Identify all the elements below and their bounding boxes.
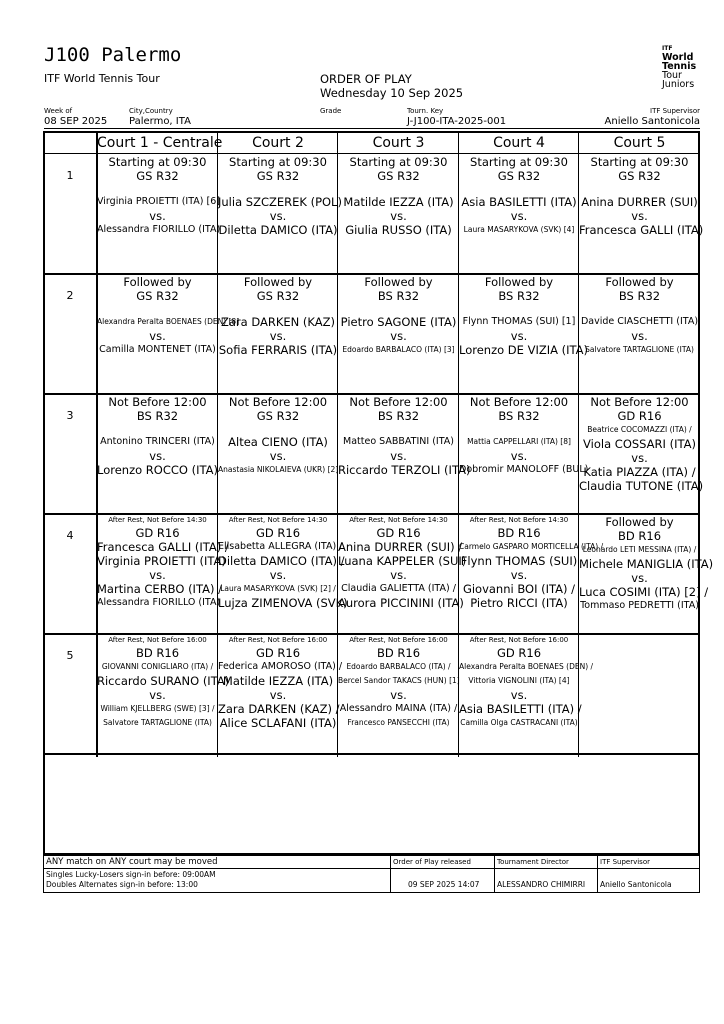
versus-label: vs. [269, 209, 287, 223]
match-line: GS R32 [256, 409, 300, 423]
match-line: Followed by [123, 275, 192, 289]
match-line: BS R32 [618, 289, 661, 303]
match-line: BD R16 [497, 526, 541, 540]
match-line: Antonino TRINCERI (ITA) [100, 436, 215, 447]
match-line: Diletta DAMICO (ITA) / [218, 554, 345, 568]
court-header: Court 2 [252, 135, 304, 151]
match-line: Michele MANIGLIA (ITA) [579, 557, 714, 571]
oop-date: Wednesday 10 Sep 2025 [320, 86, 464, 100]
match-cell [97, 275, 240, 393]
match-line: GS R32 [256, 289, 300, 303]
footer-vline-3 [597, 856, 598, 892]
match-line: GD R16 [376, 526, 421, 540]
logo-itf: ITF [662, 45, 673, 52]
match-line: Starting at 09:30 [470, 155, 568, 169]
match-line: Virginia PROIETTI (ITA) [97, 554, 226, 568]
versus-label: vs. [631, 451, 648, 465]
spacer [97, 183, 218, 195]
match-line: Giulia RUSSO (ITA) [345, 223, 452, 237]
match-line: Camilla Olga CASTRACANI (ITA) [460, 718, 578, 727]
match-line: After Rest, Not Before 16:00 [108, 636, 207, 644]
row-number: 3 [66, 409, 74, 422]
match-line: Elisabetta ALLEGRA (ITA) / [218, 541, 343, 552]
match-line: Matilde IEZZA (ITA) [222, 674, 334, 688]
match-line: GS R32 [136, 289, 179, 303]
match-line: GD R16 [255, 526, 301, 540]
match-cell [338, 275, 459, 393]
match-line: BS R32 [377, 409, 420, 423]
match-line: Not Before 12:00 [349, 395, 448, 409]
header-rule [44, 128, 700, 129]
row-number: 2 [66, 289, 74, 302]
match-line: GS R32 [136, 169, 179, 183]
match-line: Followed by [605, 275, 674, 289]
match-line: Bercel Sandor TAKACS (HUN) [1] [338, 676, 460, 685]
match-line: Starting at 09:30 [108, 155, 207, 169]
match-line: Not Before 12:00 [108, 395, 207, 409]
match-line: Edoardo BARBALACO (ITA) [3] [342, 345, 455, 354]
versus-label: vs. [631, 209, 648, 223]
doubles-note: Doubles Alternates sign-in before: 13:00 [46, 880, 198, 889]
match-cell [97, 155, 221, 273]
match-line: Luca COSIMI (ITA) [2] / [579, 585, 709, 599]
match-line: BS R32 [498, 289, 540, 303]
match-line: Aurora PICCININI (ITA) [338, 596, 464, 610]
match-line: Giovanni BOI (ITA) / [462, 582, 576, 596]
match-line: Federica AMOROSO (ITA) / [218, 661, 343, 672]
spacer [459, 183, 579, 195]
match-line: Riccardo SURANO (ITA) [97, 674, 230, 688]
row-divider [45, 753, 700, 755]
match-line: Anina DURRER (SUI) [581, 195, 698, 209]
match-line: Diletta DAMICO (ITA) [218, 223, 338, 237]
match-line: After Rest, Not Before 14:30 [469, 516, 569, 524]
spacer [218, 183, 338, 195]
row-number: 4 [66, 529, 74, 542]
city-value: Palermo, ITA [129, 116, 191, 127]
match-cell [579, 395, 704, 513]
spacer [338, 183, 459, 195]
match-cell [579, 635, 700, 753]
versus-label: vs. [510, 209, 528, 223]
spacer [97, 423, 218, 435]
match-line: BS R32 [136, 409, 179, 423]
match-cell [338, 155, 459, 273]
match-line: Salvatore TARTAGLIONE (ITA) [103, 718, 212, 727]
match-cell [97, 395, 218, 513]
versus-label: vs. [390, 449, 407, 463]
match-line: Laura MASARYKOVA (SVK) [2] / [220, 584, 336, 593]
match-line: Claudia GALIETTA (ITA) / [341, 583, 456, 594]
match-line: Francesca GALLI (ITA) / [97, 540, 229, 554]
match-line: BS R32 [377, 289, 420, 303]
match-cell [97, 515, 229, 633]
match-line: BD R16 [376, 646, 421, 660]
match-line: Altea CIENO (ITA) [228, 435, 328, 449]
match-line: Pietro SAGONE (ITA) [340, 315, 457, 329]
match-line: Viola COSSARI (ITA) [583, 437, 696, 451]
versus-label: vs. [510, 568, 528, 582]
versus-label: vs. [269, 568, 287, 582]
versus-label: vs. [149, 568, 166, 582]
tourn-key-label: Tourn. Key [407, 107, 444, 115]
tour-name: ITF World Tennis Tour [44, 72, 160, 85]
week-label: Week of [44, 107, 73, 115]
match-cell [459, 515, 604, 633]
versus-label: vs. [269, 688, 287, 702]
match-line: Leonardo LETI MESSINA (ITA) / [582, 545, 697, 554]
versus-label: vs. [149, 449, 166, 463]
match-line: GS R32 [256, 169, 300, 183]
footer-divider [44, 868, 699, 869]
match-line: Matteo SABBATINI (ITA) [343, 436, 454, 447]
match-line: Flynn THOMAS (SUI) [1] [462, 316, 576, 327]
spacer [218, 303, 338, 315]
versus-label: vs. [149, 688, 166, 702]
spacer [338, 303, 459, 315]
match-line: After Rest, Not Before 14:30 [349, 516, 448, 524]
match-cell [459, 635, 594, 753]
spacer [338, 423, 459, 435]
match-line: Lujza ZIMENOVA (SVK) [218, 596, 348, 610]
match-line: Salvatore TARTAGLIONE (ITA) [585, 345, 694, 354]
match-line: Starting at 09:30 [229, 155, 327, 169]
match-line: Anastasia NIKOLAIEVA (UKR) [2] [218, 465, 339, 474]
court-header: Court 4 [493, 135, 545, 151]
match-line: BD R16 [135, 646, 180, 660]
director-label: Tournament Director [497, 858, 569, 866]
versus-label: vs. [390, 329, 407, 343]
match-line: Followed by [605, 515, 674, 529]
match-line: Asia BASILETTI (ITA) / [459, 702, 582, 716]
match-line: After Rest, Not Before 16:00 [349, 636, 448, 644]
match-line: Followed by [364, 275, 433, 289]
match-line: Anina DURRER (SUI) / [338, 540, 463, 554]
match-line: Riccardo TERZOLI (ITA) [338, 463, 471, 477]
footer-vline-1 [390, 856, 391, 892]
logo-tennis: Tennis [662, 61, 697, 72]
released-value: 09 SEP 2025 14:07 [408, 880, 480, 889]
match-line: Carmelo GASPARO MORTICELLA (ITA) / [459, 542, 604, 551]
match-line: After Rest, Not Before 16:00 [228, 636, 328, 644]
match-line: GD R16 [135, 526, 180, 540]
match-line: GS R32 [497, 169, 541, 183]
match-line: Followed by [243, 275, 313, 289]
match-line: Alessandra FIORILLO (ITA) [97, 597, 221, 608]
supervisor-value: Aniello Santonicola [604, 116, 700, 127]
match-line: Zara DARKEN (KAZ) / [218, 702, 340, 716]
oop-title: ORDER OF PLAY [320, 72, 412, 86]
match-line: After Rest, Not Before 14:30 [108, 516, 207, 524]
match-line: GD R16 [255, 646, 301, 660]
match-cell [218, 515, 348, 633]
match-line: Julia SZCZEREK (POL) [218, 195, 342, 209]
match-line: Camilla MONTENET (ITA) [99, 344, 216, 355]
match-line: Katia PIAZZA (ITA) / [583, 465, 696, 479]
match-cell [338, 515, 467, 633]
match-cell [459, 275, 588, 393]
court-header: Court 3 [372, 135, 425, 151]
match-cell [338, 395, 471, 513]
order-of-play-heading [320, 72, 463, 100]
match-cell [459, 155, 579, 273]
match-line: Alexandra Peralta BOENAES (DEN) [8] [97, 317, 240, 326]
versus-label: vs. [149, 329, 166, 343]
match-line: Virginia PROIETTI (ITA) [6] [97, 196, 220, 207]
match-cell [218, 275, 338, 393]
week-value: 08 SEP 2025 [44, 116, 108, 127]
itf-logo [662, 44, 696, 89]
match-line: Pietro RICCI (ITA) [470, 596, 568, 610]
versus-label: vs. [510, 449, 528, 463]
versus-label: vs. [510, 329, 528, 343]
row-number: 1 [66, 169, 74, 182]
spacer [579, 183, 700, 195]
singles-note: Singles Lucky-Losers sign-in before: 09:00AM [46, 870, 216, 879]
match-cell [579, 275, 700, 393]
match-line: Francesco PANSECCHI (ITA) [347, 718, 450, 727]
match-line: Luana KAPPELER (SUI) [338, 554, 467, 568]
court-header: Court 5 [613, 135, 666, 151]
match-cell [579, 155, 704, 273]
match-line: Starting at 09:30 [590, 155, 689, 169]
spacer [218, 423, 338, 435]
match-line: Alessandra FIORILLO (ITA) [97, 224, 221, 235]
footer-box [43, 855, 700, 893]
moved-note: ANY match on ANY court may be moved [46, 857, 218, 867]
versus-label: vs. [269, 329, 287, 343]
released-label: Order of Play released [393, 858, 471, 866]
grade-label: Grade [320, 107, 342, 115]
director-value: ALESSANDRO CHIMIRRI [497, 880, 586, 889]
match-line: Followed by [484, 275, 554, 289]
match-line: Lorenzo ROCCO (ITA) [97, 463, 218, 477]
spacer [459, 423, 579, 435]
match-line: GD R16 [617, 409, 662, 423]
match-line: GIOVANNI CONIGLIARO (ITA) / [101, 662, 214, 671]
match-line: Mattia CAPPELLARI (ITA) [8] [467, 437, 571, 446]
match-line: Starting at 09:30 [349, 155, 448, 169]
match-cell [97, 635, 230, 753]
versus-label: vs. [631, 329, 648, 343]
match-line: Laura MASARYKOVA (SVK) [4] [463, 225, 575, 234]
match-cell [459, 395, 589, 513]
match-line: After Rest, Not Before 16:00 [469, 636, 569, 644]
versus-label: vs. [510, 688, 528, 702]
match-line: Alice SCLAFANI (ITA) [219, 716, 337, 730]
match-line: Edoardo BARBALACO (ITA) / [346, 662, 451, 671]
versus-label: vs. [631, 571, 648, 585]
match-line: Lorenzo DE VIZIA (ITA) [459, 343, 588, 357]
match-line: Not Before 12:00 [228, 395, 328, 409]
match-line: BD R16 [617, 529, 662, 543]
match-line: Zara DARKEN (KAZ) [221, 315, 335, 329]
match-line: Vittoria VIGNOLINI (ITA) [4] [468, 676, 570, 685]
tournament-title: J100 Palermo [44, 44, 182, 66]
match-line: BS R32 [498, 409, 540, 423]
tourn-key-value: J-J100-ITA-2025-001 [407, 116, 507, 127]
match-line: Not Before 12:00 [590, 395, 689, 409]
match-line: GS R32 [618, 169, 661, 183]
versus-label: vs. [390, 688, 407, 702]
row-number: 5 [66, 649, 74, 662]
match-line: Claudia TUTONE (ITA) [579, 479, 704, 493]
match-cell [218, 635, 343, 753]
match-cell [218, 395, 338, 513]
match-line: GS R32 [377, 169, 420, 183]
court-header: Court 1 - Centrale [97, 135, 223, 151]
match-line: Flynn THOMAS (SUI) [460, 554, 578, 568]
footer-vline-2 [494, 856, 495, 892]
match-line: William KJELLBERG (SWE) [3] / [100, 704, 215, 713]
match-line: Beatrice COCOMAZZI (ITA) / [587, 425, 692, 434]
match-line: Alessandro MAINA (ITA) / [339, 703, 458, 714]
match-line: Davide CIASCHETTI (ITA) [580, 316, 699, 327]
versus-label: vs. [269, 449, 287, 463]
versus-label: vs. [149, 209, 166, 223]
order-of-play-grid [43, 131, 714, 855]
spacer [459, 303, 579, 315]
spacer [97, 303, 218, 315]
footer-supervisor-value: Aniello Santonicola [600, 880, 672, 889]
logo-juniors: Juniors [662, 79, 695, 90]
supervisor-label: ITF Supervisor [650, 107, 700, 115]
logo-tour: Tour [662, 70, 682, 81]
spacer [579, 303, 700, 315]
header-row-divider [45, 153, 700, 154]
match-line: After Rest, Not Before 14:30 [228, 516, 328, 524]
versus-label: vs. [390, 568, 407, 582]
city-label: City,Country [129, 107, 173, 115]
logo-world: World [662, 52, 694, 63]
match-line: Francesca GALLI (ITA) [579, 223, 704, 237]
match-cell [579, 515, 714, 633]
match-line: GD R16 [496, 646, 542, 660]
match-line: Martina CERBO (ITA) / [97, 582, 222, 596]
match-line: Sofia FERRARIS (ITA) [218, 343, 338, 357]
match-cell [218, 155, 342, 273]
match-line: Matilde IEZZA (ITA) [343, 195, 454, 209]
match-line: Tommaso PEDRETTI (ITA) [580, 600, 699, 611]
match-line: Not Before 12:00 [469, 395, 569, 409]
match-line: Asia BASILETTI (ITA) [461, 195, 577, 209]
match-cell [338, 635, 459, 753]
footer-supervisor-label: ITF Supervisor [600, 858, 650, 866]
versus-label: vs. [390, 209, 407, 223]
match-line: Dobromir MANOLOFF (BUL) [459, 464, 589, 475]
match-line: Alexandra Peralta BOENAES (DEN) / [459, 662, 594, 671]
